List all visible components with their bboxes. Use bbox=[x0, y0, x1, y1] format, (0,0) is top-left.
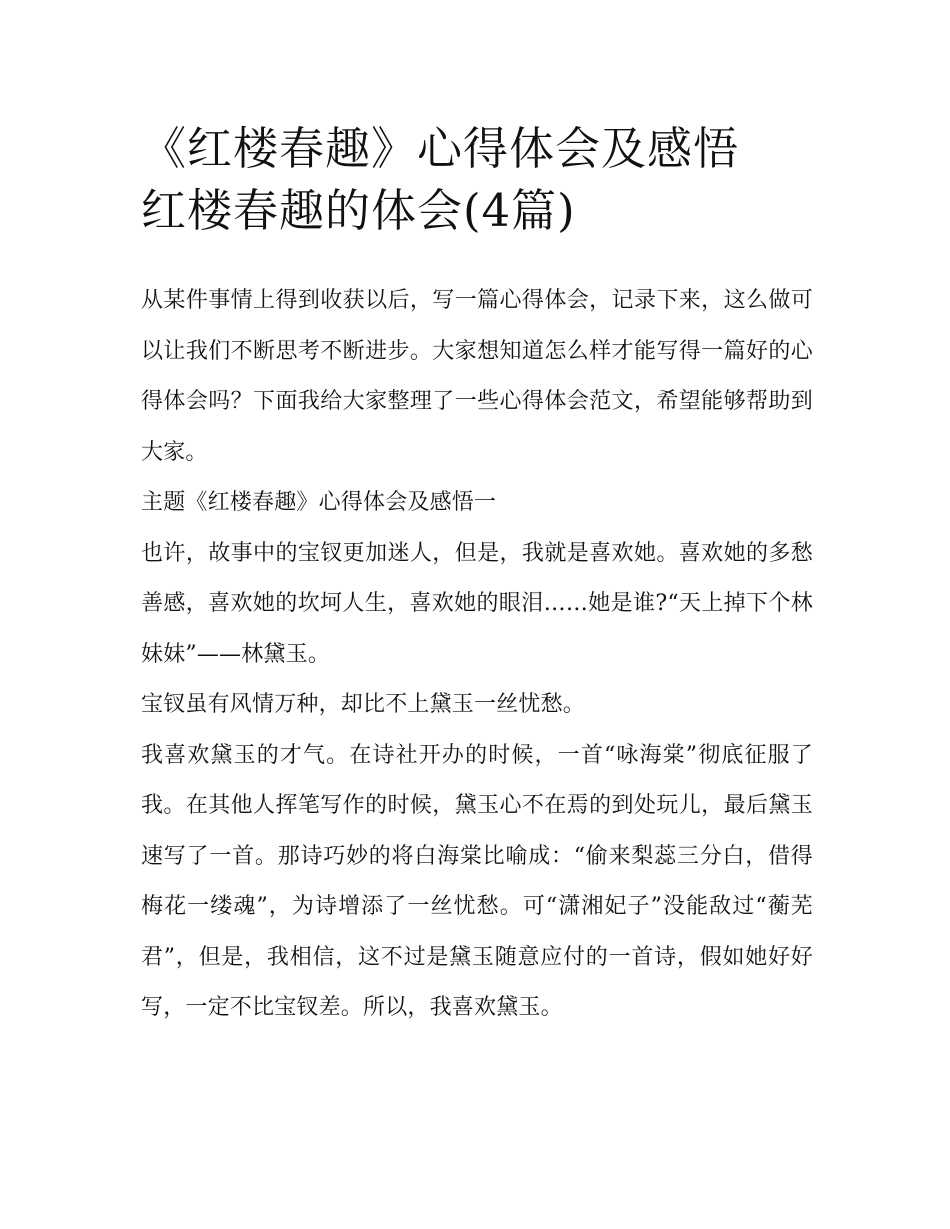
title-line-1: 《红楼春趣》心得体会及感悟 bbox=[141, 122, 740, 175]
section-heading: 主题《红楼春趣》心得体会及感悟一 bbox=[141, 490, 497, 515]
body-paragraph: 宝钗虽有风情万种，却比不上黛玉一丝忧愁。 bbox=[141, 692, 586, 717]
body-paragraph: 我喜欢黛玉的才气。在诗社开办的时候，一首“咏海棠”彻底征服了我。在其他人挥笔写作的时候，黛玉心不在焉的到处玩儿，最后黛玉速写了一首。那诗巧妙的将白海棠比喻成：“偷来梨蕊三分白，借得梅花一缕魂”，为诗增添了一丝忧愁。可“潇湘妃子”没能敌过“蘅芜君”，但是，我相信，这不过是黛玉随意应付的一首诗，假如她好好写，一定不比宝钗差。所以，我喜欢黛玉。 bbox=[141, 742, 813, 1020]
title-line-2: 红楼春趣的体会(4篇) bbox=[141, 184, 576, 237]
intro-paragraph: 从某件事情上得到收获以后，写一篇心得体会，记录下来，这么做可以让我们不断思考不断进步。大家想知道怎么样才能写得一篇好的心得体会吗？下面我给大家整理了一些心得体会范文，希望能够帮助到大家。 bbox=[141, 288, 813, 465]
document-body bbox=[141, 276, 813, 1034]
body-paragraph: 也许，故事中的宝钗更加迷人，但是，我就是喜欢她。喜欢她的多愁善感，喜欢她的坎坷人生，喜欢她的眼泪……她是谁?“天上掉下个林妹妹”——林黛玉。 bbox=[141, 540, 813, 667]
document-title bbox=[141, 118, 841, 242]
